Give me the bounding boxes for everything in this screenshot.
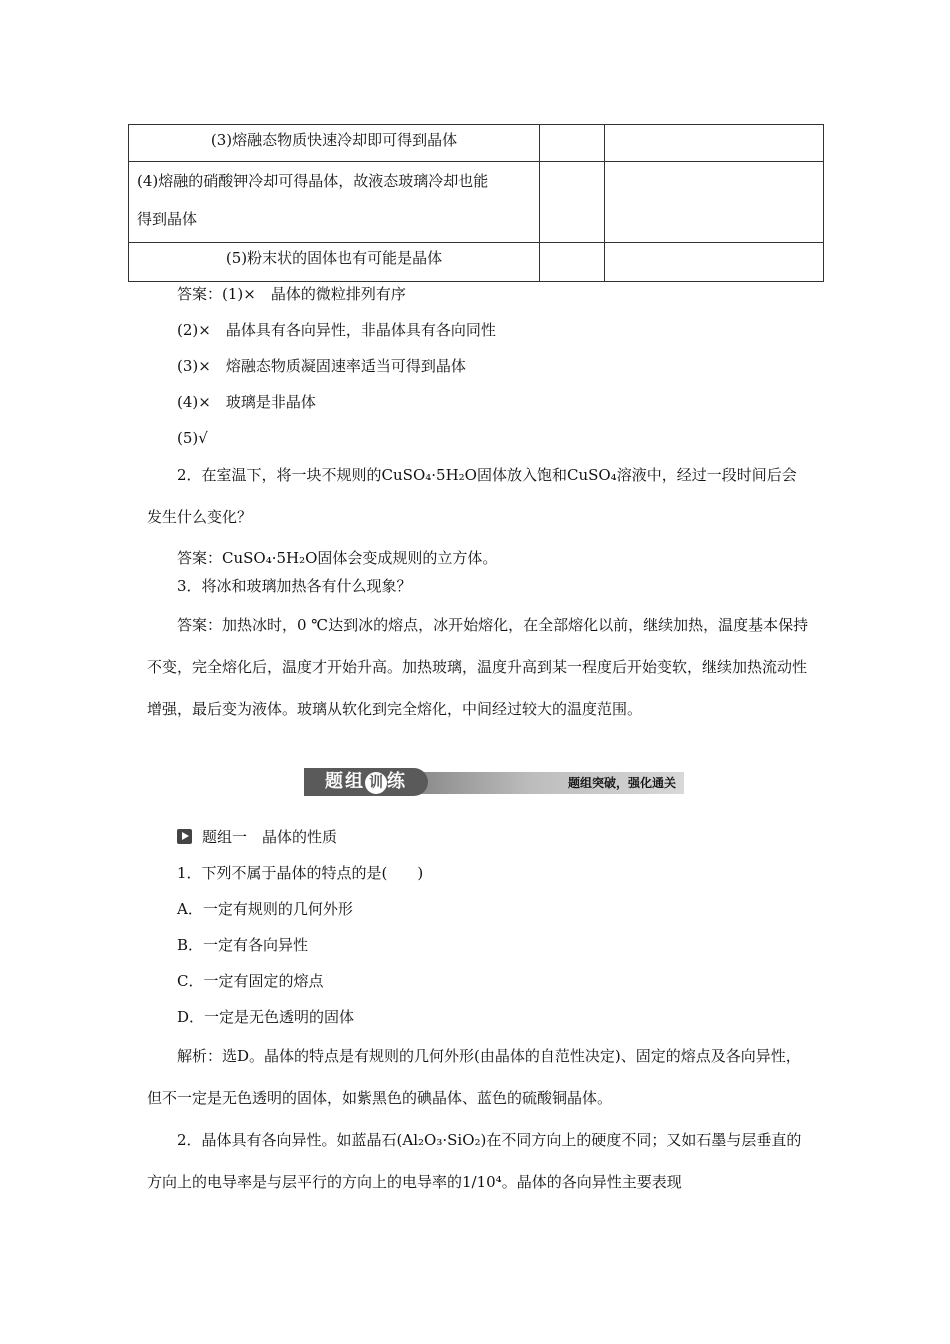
group-title-text: 题组一 晶体的性质	[202, 828, 338, 846]
statement-cell: (5)粉末状的固体也有可能是晶体	[129, 243, 540, 282]
group-title	[147, 819, 811, 855]
answer-line: 答案：(1)× 晶体的微粒排列有序	[177, 285, 406, 303]
answer-line: (5)√	[177, 429, 208, 447]
banner-title	[304, 768, 428, 796]
option-b: B．一定有各向异性	[177, 936, 309, 954]
table-row	[129, 162, 824, 243]
answer-line: (4)× 玻璃是非晶体	[177, 393, 316, 411]
judgment-table	[128, 124, 824, 282]
judgment-cell	[540, 125, 605, 162]
statement-line: 得到晶体	[137, 210, 198, 228]
answer-line: (3)× 熔融态物质凝固速率适当可得到晶体	[177, 357, 466, 375]
answer-paragraph: 答案：加热冰时，0 ℃达到冰的熔点，冰开始熔化，在全部熔化以前，继续加热，温度基本保持不变，完全熔化后，温度才开始升高。加热玻璃，温度升高到某一程度后开始变软，继续加热流动性增强，最后变为液体。玻璃从软化到完全熔化，中间经过较大的温度范围。	[147, 616, 809, 718]
table-row	[129, 125, 824, 162]
statement-cell: (3)熔融态物质快速冷却即可得到晶体	[129, 125, 540, 162]
judgment-cell	[540, 162, 605, 243]
question-text: 1．下列不属于晶体的特点的是( )	[177, 864, 424, 882]
analysis-paragraph: 解析：选D。晶体的特点是有规则的几何外形(由晶体的自范性决定)、固定的熔点及各向异性，但不一定是无色透明的固体，如紫黑色的碘晶体、蓝色的硫酸铜晶体。	[147, 1047, 801, 1107]
banner-title-b: 练	[387, 771, 407, 792]
question-2	[147, 454, 811, 578]
reason-cell	[605, 125, 824, 162]
banner-title-a: 题组	[325, 771, 365, 792]
option-d: D．一定是无色透明的固体	[177, 1008, 355, 1026]
question-text: 2．在室温下，将一块不规则的CuSO₄·5H₂O固体放入饱和CuSO₄溶液中，经过一段时间后会发生什么变化？	[147, 466, 797, 526]
answer-line: 答案：CuSO₄·5H₂O固体会变成规则的立方体。	[177, 549, 498, 567]
banner-circle-char: 训	[365, 772, 387, 794]
banner-subtitle: 题组突破，强化通关	[567, 776, 676, 790]
option-a: A．一定有规则的几何外形	[177, 900, 353, 918]
statement-cell	[129, 162, 540, 243]
statement-line: (4)熔融的硝酸钾冷却可得晶体，故液态玻璃冷却也能	[137, 172, 489, 190]
section-banner	[304, 768, 684, 796]
reason-cell	[605, 162, 824, 243]
answer-block-1	[147, 276, 811, 456]
answer-line: (2)× 晶体具有各向异性，非晶体具有各向同性	[177, 321, 496, 339]
play-icon	[177, 829, 192, 844]
option-c: C．一定有固定的熔点	[177, 972, 324, 990]
question-text: 2．晶体具有各向异性。如蓝晶石(Al₂O₃·SiO₂)在不同方向上的硬度不同；又如石墨与层垂直的方向上的电导率是与层平行的方向上的电导率的1/10⁴。晶体的各向异性主要表现	[147, 1131, 802, 1191]
group-1	[147, 819, 811, 1203]
question-3	[147, 568, 811, 730]
question-text: 3．将冰和玻璃加热各有什么现象？	[177, 577, 412, 595]
